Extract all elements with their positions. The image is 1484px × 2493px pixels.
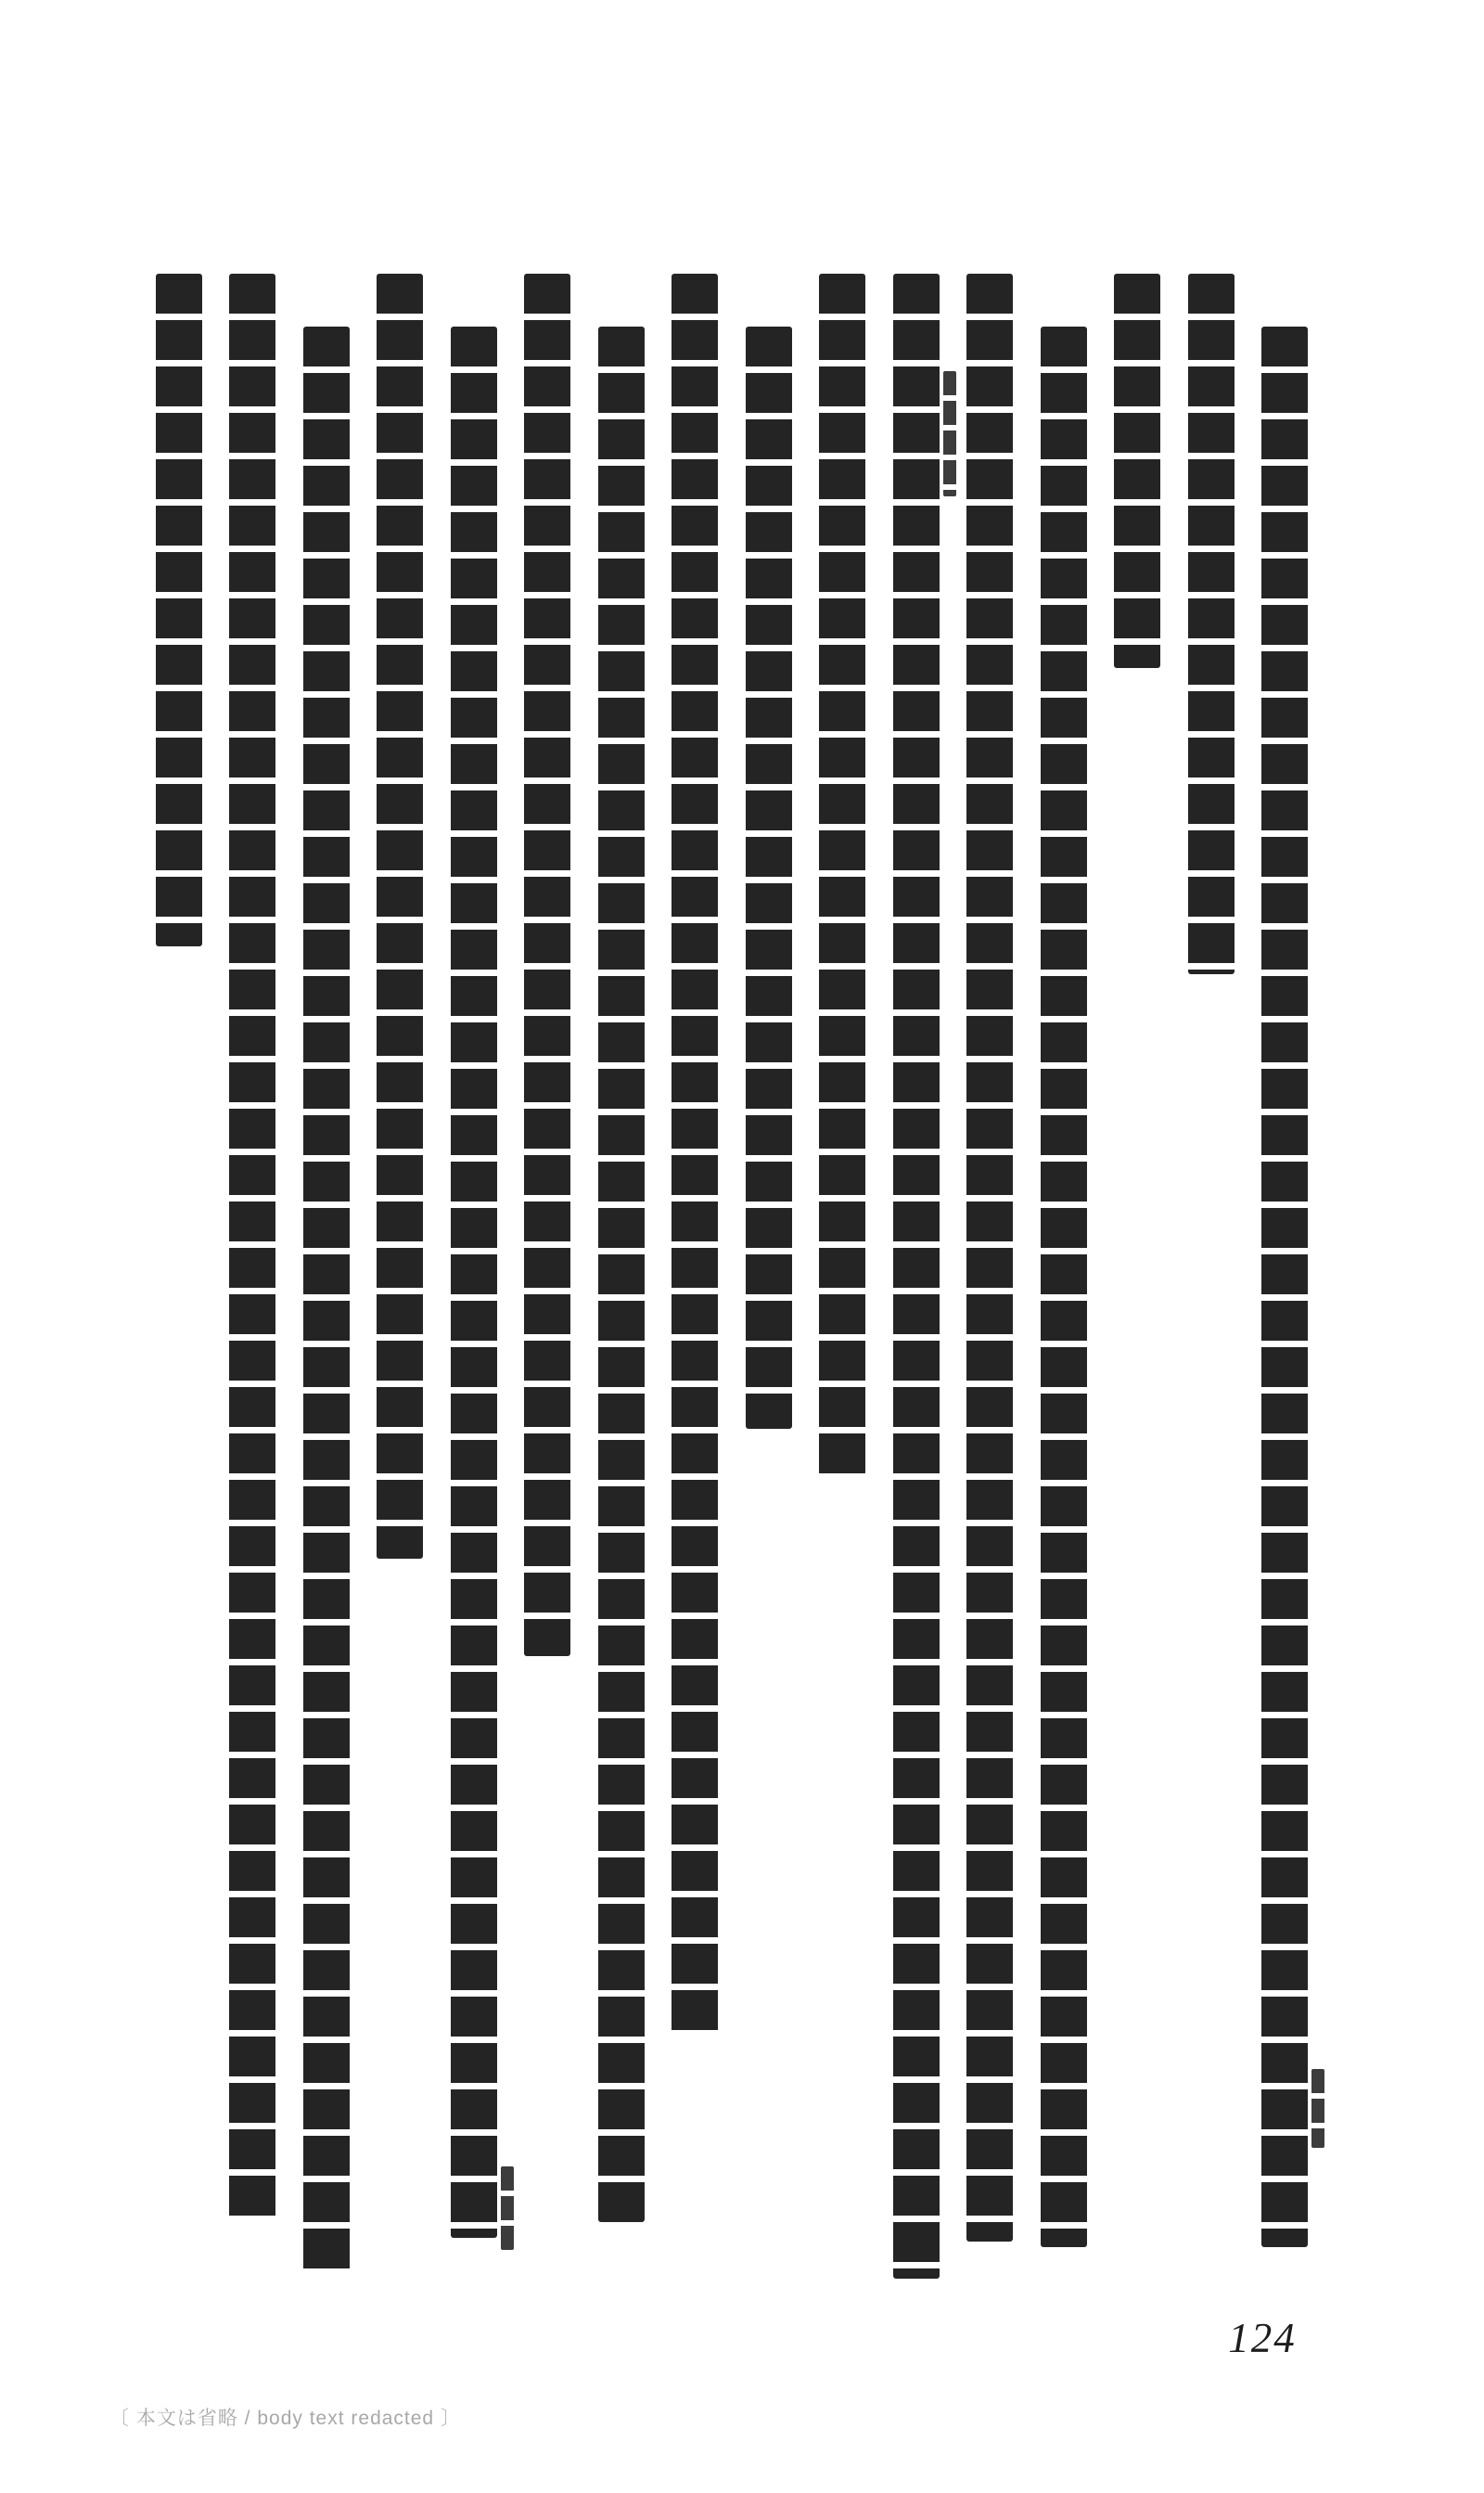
redacted-text-column bbox=[746, 327, 792, 1429]
redacted-text-column bbox=[377, 274, 423, 1559]
redacted-text-column bbox=[229, 274, 275, 2219]
page-number: 124 bbox=[1228, 2315, 1297, 2361]
redacted-text-column bbox=[672, 274, 718, 2037]
redacted-text-column bbox=[1261, 327, 1308, 2247]
redacted-furigana-run bbox=[1311, 2069, 1324, 2148]
redacted-furigana-run bbox=[943, 371, 956, 496]
redacted-text-column bbox=[1188, 274, 1235, 974]
redacted-furigana-run bbox=[501, 2166, 514, 2250]
redacted-text-column bbox=[451, 327, 497, 2238]
redacted-text-column bbox=[156, 274, 202, 946]
redacted-text-column bbox=[524, 274, 570, 1656]
redacted-text-column bbox=[893, 274, 940, 2279]
redacted-text-column bbox=[966, 274, 1013, 2242]
redaction-note: 〔 本文は省略 / body text redacted 〕 bbox=[109, 2408, 461, 2429]
redacted-text-column bbox=[819, 274, 865, 1475]
redacted-text-column bbox=[303, 327, 350, 2271]
redacted-text-column bbox=[1041, 327, 1087, 2247]
redacted-text-column bbox=[1114, 274, 1160, 668]
redacted-text-column bbox=[598, 327, 645, 2222]
